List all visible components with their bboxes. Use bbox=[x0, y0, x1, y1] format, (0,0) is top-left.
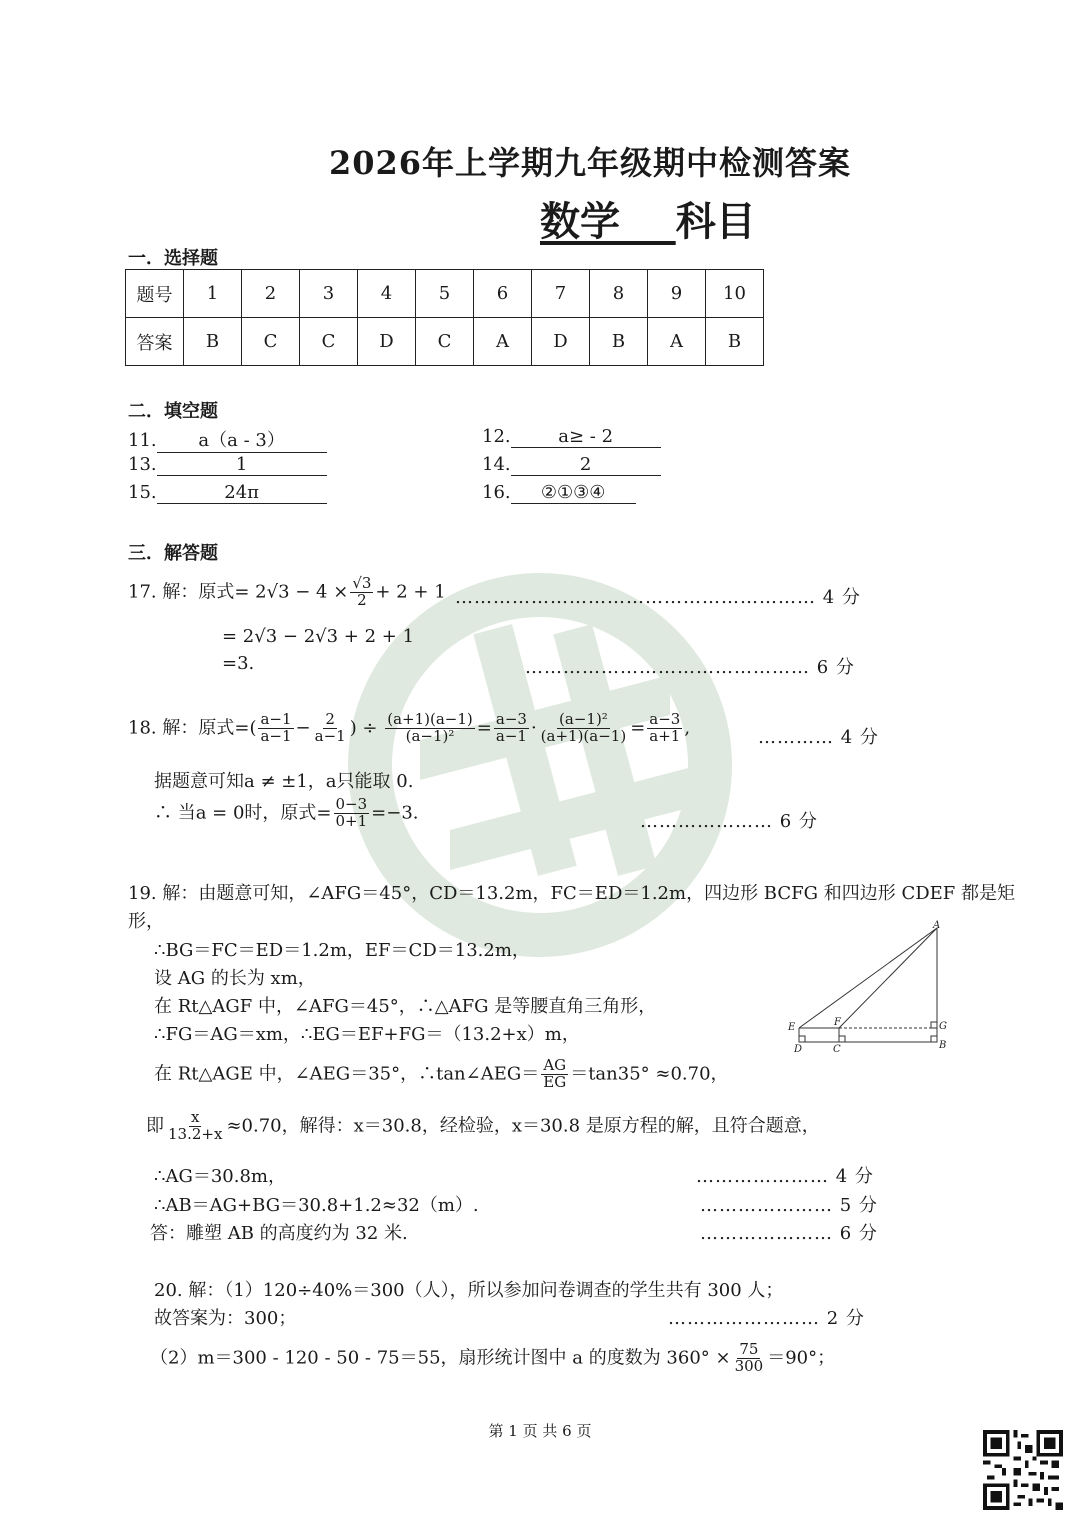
table-cell: 8 bbox=[590, 270, 648, 318]
q18-frac3 bbox=[385, 712, 475, 745]
fill-answer: 2 bbox=[511, 454, 661, 476]
label-F: F bbox=[834, 1017, 841, 1028]
fill-item-16 bbox=[482, 482, 636, 504]
q18-frac4 bbox=[494, 712, 529, 745]
frac-den: 13.2+x bbox=[168, 1124, 223, 1143]
q19-line6 bbox=[154, 1058, 729, 1091]
frac-num: √3 bbox=[352, 574, 372, 592]
table-cell: 7 bbox=[532, 270, 590, 318]
q19-line3: 设 AG 的长为 xm， bbox=[154, 968, 316, 989]
frac-den: EG bbox=[543, 1072, 567, 1091]
answer-table bbox=[125, 269, 764, 366]
q17-fraction bbox=[350, 576, 373, 609]
q18-line2: 据题意可知a ≠ ±1，a只能取 0. bbox=[154, 771, 414, 792]
label-B: B bbox=[939, 1040, 947, 1051]
q17-score-6: ……………………………………… 6 分 bbox=[525, 657, 855, 678]
fill-num: 13. bbox=[128, 454, 157, 475]
table-row-answers bbox=[126, 318, 764, 366]
subject-name: 数学 bbox=[540, 198, 620, 245]
q18-frac1 bbox=[258, 712, 293, 745]
frac-den: (a+1)(a−1) bbox=[540, 726, 627, 745]
frac-num: x bbox=[190, 1108, 200, 1126]
watermark-logo bbox=[340, 565, 740, 965]
q18-score-4: ………… 4 分 bbox=[758, 727, 879, 748]
q19-text: 在 Rt△AGE 中，∠AEG＝35°，∴tan∠AEG＝ bbox=[154, 1063, 540, 1085]
q17-text: 17. 解：原式= 2√3 − 4 × bbox=[128, 581, 349, 603]
subject-suffix: 科目 bbox=[675, 198, 756, 245]
page-title: 2026年上学期九年级期中检测答案 bbox=[328, 144, 852, 182]
q17-score-4: ………………………………………………… 4 分 bbox=[455, 587, 861, 608]
q19-text: 即 bbox=[146, 1115, 164, 1137]
q19-line1b: 形， bbox=[128, 911, 164, 932]
table-cell: 5 bbox=[416, 270, 474, 318]
fill-num: 16. bbox=[482, 482, 511, 503]
q19-score-6: ………………… 6 分 bbox=[700, 1223, 878, 1244]
q19-line1: 19. 解：由题意可知，∠AFG＝45°，CD＝13.2m，FC＝ED＝1.2m，四边形 BCFG 和四边形 CDEF 都是矩 bbox=[128, 883, 1015, 904]
q17-line1 bbox=[128, 576, 446, 609]
q18-line1: 18. 解：原式=( $\frac{a-1}{a-1}$ − $\frac{2}{a-1}$ ) ÷ $\frac{(a+1)(a-1)}{\text{(a−1)²}}$ = $\frac{a-3}{a-1}$ · $\frac{\text{(a−1)²}}{(a+1)(a-1)}$ = $\frac{a-3}{a+1}$ , bbox=[128, 710, 691, 745]
table-cell: 9 bbox=[648, 270, 706, 318]
table-cell: B bbox=[590, 318, 648, 366]
fill-item-13 bbox=[128, 454, 327, 476]
section-heading-choice: 一．选择题 bbox=[128, 248, 218, 269]
table-cell: 3 bbox=[300, 270, 358, 318]
right-angle-B bbox=[931, 1036, 937, 1042]
frac-den: 300 bbox=[734, 1356, 764, 1375]
q19-line5: ∴FG＝AG＝xm，∴EG＝EF+FG＝（13.2+x）m， bbox=[154, 1024, 580, 1045]
q19-frac-tan bbox=[541, 1058, 568, 1091]
q20-line1: 20. 解：（1）120÷40%＝300（人），所以参加问卷调查的学生共有 300 人； bbox=[154, 1280, 784, 1301]
table-cell: D bbox=[532, 318, 590, 366]
q20-text: （2）m＝300 - 120 - 50 - 75＝55，扇形统计图中 a 的度数为 360° × bbox=[150, 1347, 731, 1369]
q18-frac2 bbox=[313, 712, 348, 745]
q19-line4: 在 Rt△AGF 中，∠AFG＝45°，∴△AFG 是等腰直角三角形， bbox=[154, 996, 657, 1017]
fill-answer: 24π bbox=[157, 482, 327, 504]
right-angle-C bbox=[839, 1036, 845, 1042]
q19-frac-eq bbox=[166, 1110, 224, 1143]
fill-answer: ②①③④ bbox=[511, 482, 636, 504]
q18-frac6 bbox=[647, 712, 682, 745]
q18-text-tail: =−3. bbox=[371, 802, 419, 824]
fill-answer: a（a - 3） bbox=[157, 426, 327, 453]
table-cell: C bbox=[416, 318, 474, 366]
q18-frac7 bbox=[334, 797, 370, 830]
frac-den: a−1 bbox=[314, 726, 346, 745]
frac-den: a−1 bbox=[260, 726, 292, 745]
table-cell: 2 bbox=[242, 270, 300, 318]
frac-num: a−1 bbox=[260, 710, 292, 728]
fill-item-15 bbox=[128, 482, 327, 504]
fill-num: 14. bbox=[482, 454, 511, 475]
frac-den: 0+1 bbox=[335, 811, 368, 830]
table-cell: B bbox=[706, 318, 764, 366]
fill-item-12 bbox=[482, 426, 661, 448]
q20-line3 bbox=[150, 1342, 835, 1375]
fill-answer: 1 bbox=[157, 454, 327, 476]
fill-num: 12. bbox=[482, 426, 511, 447]
table-row-numbers bbox=[126, 270, 764, 318]
table-cell: A bbox=[474, 318, 532, 366]
frac-den: 2 bbox=[357, 590, 367, 609]
q19-line2: ∴BG＝FC＝ED＝1.2m，EF＝CD＝13.2m， bbox=[154, 940, 530, 961]
q17-line3: =3. bbox=[222, 653, 255, 674]
frac-num: (a+1)(a−1) bbox=[387, 710, 473, 728]
q18-score-6: ………………… 6 分 bbox=[640, 811, 818, 832]
table-cell: B bbox=[184, 318, 242, 366]
line-AE bbox=[799, 928, 937, 1028]
frac-den: (a−1)² bbox=[405, 726, 455, 745]
q19-diagram bbox=[785, 918, 950, 1058]
q20-score-2: …………………… 2 分 bbox=[668, 1308, 865, 1329]
fill-item-11 bbox=[128, 426, 327, 453]
frac-num: AG bbox=[543, 1056, 567, 1074]
q18-line3 bbox=[154, 797, 419, 830]
q19-line8: ∴AG＝30.8m， bbox=[154, 1166, 286, 1187]
q19-text-tail: ≈0.70，解得：x＝30.8，经检验，x＝30.8 是原方程的解，且符合题意， bbox=[226, 1115, 820, 1137]
table-cell: C bbox=[300, 318, 358, 366]
frac-num: 0−3 bbox=[335, 795, 368, 813]
right-angle-D bbox=[799, 1036, 805, 1042]
label-E: E bbox=[788, 1022, 796, 1033]
frac-num: a−3 bbox=[649, 710, 681, 728]
table-answer-label: 答案 bbox=[126, 318, 184, 366]
table-cell: A bbox=[648, 318, 706, 366]
fill-num: 15. bbox=[128, 482, 157, 503]
frac-num: (a−1)² bbox=[559, 710, 608, 728]
q19-line10: 答：雕塑 AB 的高度约为 32 米. bbox=[150, 1223, 408, 1244]
frac-num: 2 bbox=[325, 710, 335, 728]
q17-text-tail: + 2 + 1 bbox=[375, 581, 446, 603]
q19-score-4: ………………… 4 分 bbox=[696, 1166, 874, 1187]
line-AF bbox=[839, 928, 937, 1028]
frac-den: a+1 bbox=[649, 726, 681, 745]
q20-text-tail: ＝90°； bbox=[767, 1347, 836, 1369]
label-D: D bbox=[794, 1044, 803, 1055]
table-cell: 6 bbox=[474, 270, 532, 318]
q17-line2: = 2√3 − 2√3 + 2 + 1 bbox=[222, 626, 415, 647]
q19-score-5: ………………… 5 分 bbox=[700, 1195, 878, 1216]
table-header-label: 题号 bbox=[126, 270, 184, 318]
q18-frac5 bbox=[539, 712, 629, 745]
label-C: C bbox=[833, 1044, 841, 1055]
q20-line2: 故答案为：300； bbox=[154, 1308, 297, 1329]
table-cell: 4 bbox=[358, 270, 416, 318]
q19-line7 bbox=[146, 1110, 820, 1143]
q18-text: ∴ 当a = 0时，原式= bbox=[154, 802, 332, 824]
fill-item-14 bbox=[482, 454, 661, 476]
q18-text: 18. 解：原式= bbox=[128, 717, 250, 739]
frac-den: a−1 bbox=[495, 726, 527, 745]
q20-frac bbox=[733, 1342, 766, 1375]
fill-num: 11. bbox=[128, 430, 157, 451]
section-heading-fill: 二．填空题 bbox=[128, 401, 218, 422]
fill-answer: a≥ - 2 bbox=[511, 426, 661, 448]
page-footer: 第 1 页 共 6 页 bbox=[488, 1422, 592, 1440]
table-cell: C bbox=[242, 318, 300, 366]
section-heading-solution: 三．解答题 bbox=[128, 543, 218, 564]
q19-line9: ∴AB＝AG+BG＝30.8+1.2≈32（m）. bbox=[154, 1195, 479, 1216]
table-cell: 1 bbox=[184, 270, 242, 318]
label-G: G bbox=[939, 1021, 947, 1032]
subject-title bbox=[540, 190, 756, 247]
table-cell: 10 bbox=[706, 270, 764, 318]
label-A: A bbox=[933, 920, 941, 931]
qr-code-icon bbox=[983, 1430, 1063, 1510]
frac-num: a−3 bbox=[495, 710, 527, 728]
q19-text-tail: ＝tan35° ≈0.70， bbox=[570, 1063, 729, 1085]
right-angle-G bbox=[931, 1022, 937, 1028]
table-cell: D bbox=[358, 318, 416, 366]
frac-num: 75 bbox=[739, 1340, 759, 1358]
